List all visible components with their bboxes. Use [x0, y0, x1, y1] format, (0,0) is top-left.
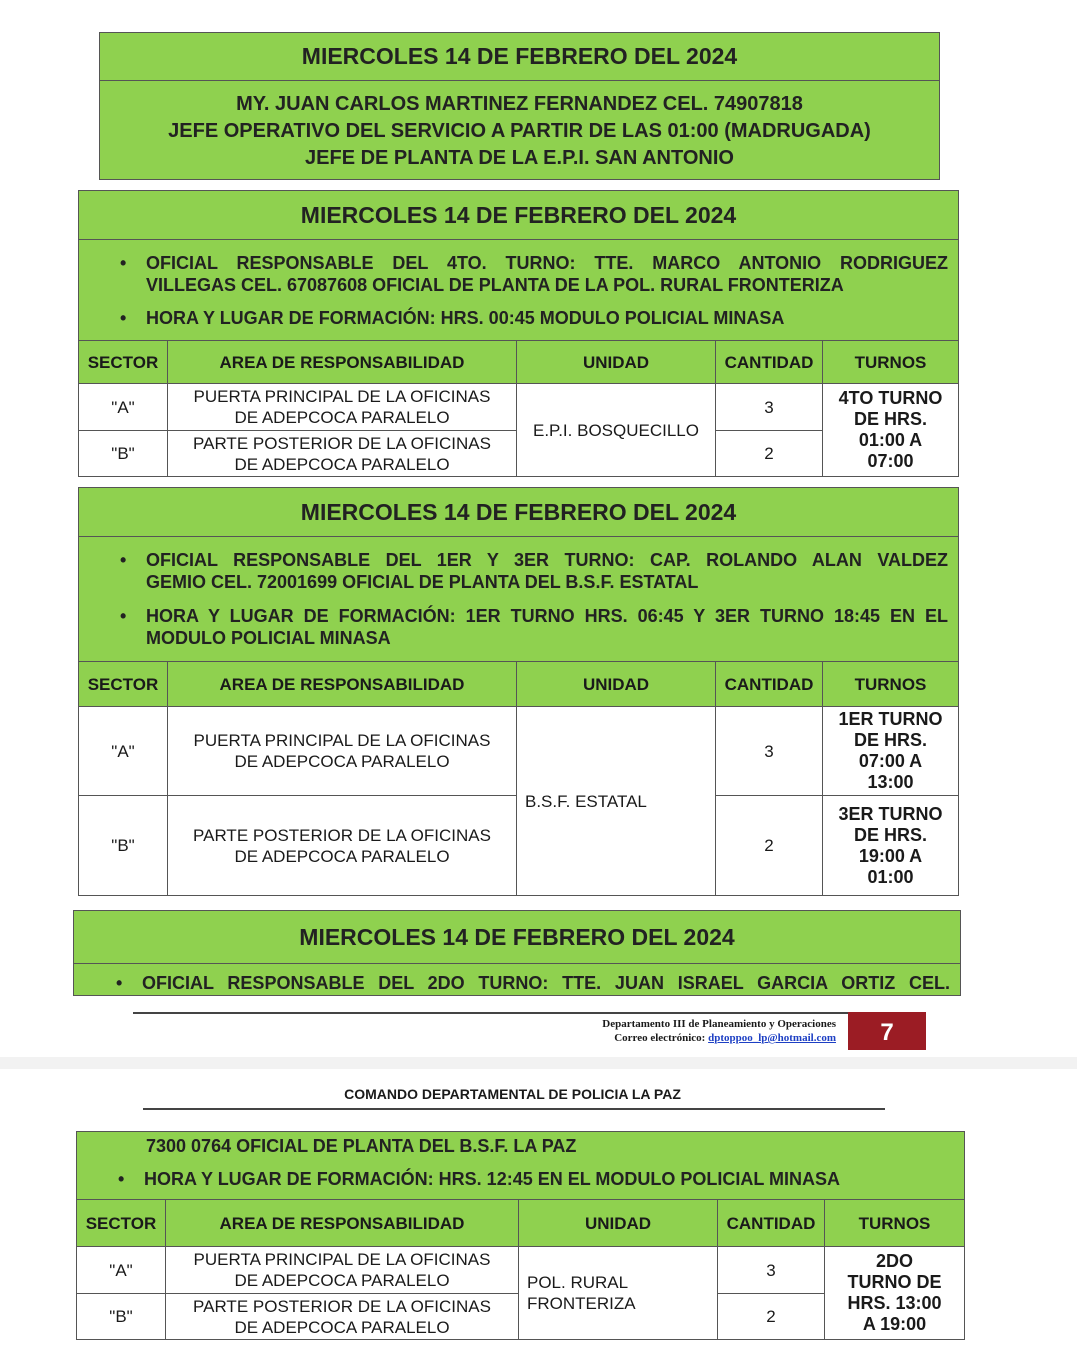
block3-unidad: B.S.F. ESTATAL [517, 707, 716, 896]
page2-turno: 2DO TURNO DE HRS. 13:00 A 19:00 [825, 1247, 965, 1340]
block1-line-1: MY. JUAN CARLOS MARTINEZ FERNANDEZ CEL. 74907818 [236, 93, 803, 115]
block3-turno-1: 1ER TURNO DE HRS. 07:00 A 13:00 [823, 707, 959, 796]
block1-line-2: JEFE OPERATIVO DEL SERVICIO A PARTIR DE LAS 01:00 (MADRUGADA) [168, 120, 871, 142]
block1-date-box [99, 32, 940, 81]
table-row: "B" PARTE POSTERIOR DE LA OFICINAS DE ADEPCOCA PARALELO 2 [77, 1294, 965, 1340]
col-cantidad: CANTIDAD [716, 341, 823, 384]
footer-rule [133, 1012, 848, 1014]
page-number: 7 [880, 1019, 894, 1046]
footer-dept: Departamento III de Planeamiento y Operaciones [602, 1018, 836, 1030]
block2-unidad: E.P.I. BOSQUECILLO [517, 384, 716, 477]
block2-turno: 4TO TURNO DE HRS. 01:00 A 07:00 [823, 384, 959, 477]
block4-date: MIERCOLES 14 DE FEBRERO DEL 2024 [299, 924, 735, 950]
page-number-badge [848, 1012, 926, 1050]
block2-date-box [78, 190, 959, 240]
block3-turno-2: 3ER TURNO DE HRS. 19:00 A 01:00 [823, 796, 959, 896]
table-row: "B" PARTE POSTERIOR DE LA OFICINAS DE ADEPCOCA PARALELO 2 [79, 431, 959, 477]
col-area: AREA DE RESPONSABILIDAD [168, 341, 517, 384]
block3-bullet-1: • OFICIAL RESPONSABLE DEL 1ER Y 3ER TURNO: CAP. ROLANDO ALAN VALDEZ GEMIO CEL. 72001699 OFICIAL DE PLANTA DEL B.S.F. ESTATAL [120, 550, 948, 592]
block3-date-box [78, 487, 959, 537]
col-unidad: UNIDAD [517, 341, 716, 384]
page2-unidad: POL. RURAL FRONTERIZA [519, 1247, 718, 1340]
table-row: "A" PUERTA PRINCIPAL DE LA OFICINAS DE ADEPCOCA PARALELO B.S.F. ESTATAL 3 1ER TURNO DE HRS. 07:00 A 13:00 [79, 707, 959, 796]
col-turnos: TURNOS [823, 341, 959, 384]
page2-header-rule [143, 1108, 885, 1110]
col-sector: SECTOR [79, 341, 168, 384]
block1-line-3: JEFE DE PLANTA DE LA E.P.I. SAN ANTONIO [305, 147, 734, 169]
table-row: "B" PARTE POSTERIOR DE LA OFICINAS DE ADEPCOCA PARALELO 2 3ER TURNO DE HRS. 19:00 A 01:00 [79, 796, 959, 896]
table-row: "A" PUERTA PRINCIPAL DE LA OFICINAS DE ADEPCOCA PARALELO POL. RURAL FRONTERIZA 3 2DO TURNO DE HRS. 13:00 A 19:00 [77, 1247, 965, 1294]
page2-bullet-2: • HORA Y LUGAR DE FORMACIÓN: HRS. 12:45 EN EL MODULO POLICIAL MINASA [118, 1169, 841, 1189]
block2-bullet-1: • OFICIAL RESPONSABLE DEL 4TO. TURNO: TTE. MARCO ANTONIO RODRIGUEZ VILLEGAS CEL. 67087608 OFICIAL DE PLANTA DE LA POL. RURAL FRONTERIZA [120, 253, 948, 295]
page2-cont-line: 7300 0764 OFICIAL DE PLANTA DEL B.S.F. LA PAZ [146, 1136, 577, 1156]
page-gap [0, 1057, 1077, 1069]
footer-email-line: Correo electrónico: dptoppoo_lp@hotmail.com [614, 1032, 836, 1044]
table-row: "A" PUERTA PRINCIPAL DE LA OFICINAS DE ADEPCOCA PARALELO E.P.I. BOSQUECILLO 3 4TO TURNO DE HRS. 01:00 A 07:00 [79, 384, 959, 431]
block3-table: SECTOR AREA DE RESPONSABILIDAD UNIDAD CANTIDAD TURNOS "A" PUERTA PRINCIPAL DE LA OFICINAS DE ADEPCOCA PARALELO B.S.F. ESTATAL 3 1ER TURNO DE HRS. 07:00 A 13:00 "B" PARTE POSTERIOR DE LA OFICINAS DE ADEPCOCA PARALELO 2 3ER TURNO DE HRS. 19:00 A 01:00 [78, 661, 959, 896]
page2-table: SECTOR AREA DE RESPONSABILIDAD UNIDAD CANTIDAD TURNOS "A" PUERTA PRINCIPAL DE LA OFICINAS DE ADEPCOCA PARALELO POL. RURAL FRONTERIZA 3 2DO TURNO DE HRS. 13:00 A 19:00 "B" PARTE POSTERIOR DE LA OFICINAS DE ADEPCOCA PARALELO 2 [76, 1199, 965, 1340]
block3-bullet-2: • HORA Y LUGAR DE FORMACIÓN: 1ER TURNO HRS. 06:45 Y 3ER TURNO 18:45 EN EL MODULO POLICIAL MINASA [120, 606, 948, 648]
page2-header: COMANDO DEPARTAMENTAL DE POLICIA LA PAZ [344, 1086, 681, 1102]
block1-date: MIERCOLES 14 DE FEBRERO DEL 2024 [301, 43, 738, 69]
block2-bullet-2: • HORA Y LUGAR DE FORMACIÓN: HRS. 00:45 MODULO POLICIAL MINASA [120, 308, 785, 328]
block1-chief-box [99, 80, 940, 180]
block4-bullet-1: • OFICIAL RESPONSABLE DEL 2DO TURNO: TTE. JUAN ISRAEL GARCIA ORTIZ CEL. [116, 973, 950, 993]
block3-date: MIERCOLES 14 DE FEBRERO DEL 2024 [300, 499, 737, 525]
block4-date-box [73, 910, 961, 964]
block2-table [78, 340, 959, 477]
footer-email[interactable]: dptoppoo_lp@hotmail.com [708, 1032, 836, 1044]
block2-date: MIERCOLES 14 DE FEBRERO DEL 2024 [300, 202, 737, 228]
